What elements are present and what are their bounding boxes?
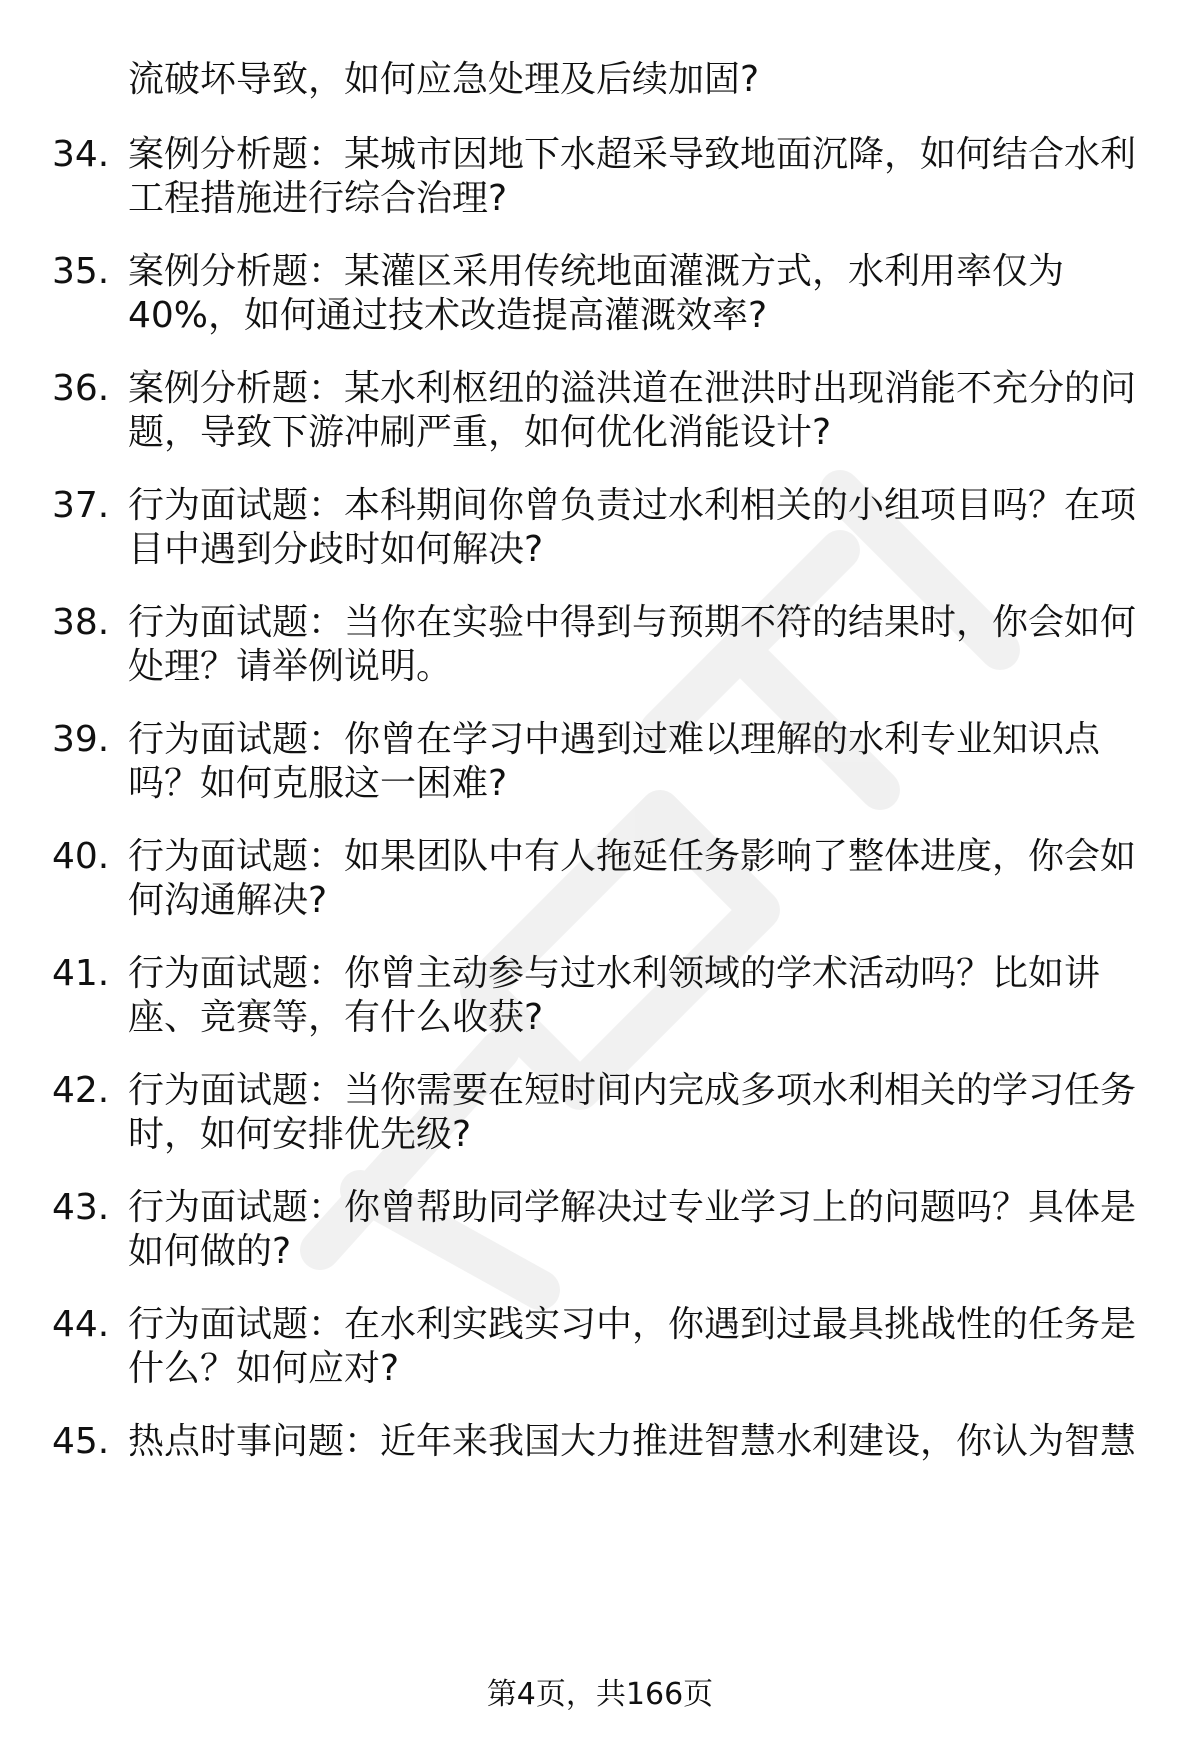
question-number: 40.	[52, 836, 110, 877]
question-text: 行为面试题：如果团队中有人拖延任务影响了整体进度，你会如	[128, 836, 1137, 877]
question-text: 行为面试题：你曾主动参与过水利领域的学术活动吗？比如讲	[128, 953, 1101, 994]
question-text: 行为面试题：当你需要在短时间内完成多项水利相关的学习任务	[128, 1070, 1137, 1111]
question-number: 42.	[52, 1070, 110, 1111]
question-text: 行为面试题：你曾在学习中遇到过难以理解的水利专业知识点	[128, 719, 1101, 760]
question-text: 行为面试题：在水利实践实习中，你遇到过最具挑战性的任务是	[128, 1304, 1137, 1345]
question-text: 目中遇到分歧时如何解决?	[128, 529, 544, 570]
question-text: 题，导致下游冲刷严重，如何优化消能设计?	[128, 412, 832, 453]
question-text: 行为面试题：你曾帮助同学解决过专业学习上的问题吗？具体是	[128, 1187, 1137, 1228]
question-number: 37.	[52, 485, 110, 526]
question-number: 35.	[52, 251, 110, 292]
question-text: 案例分析题：某水利枢纽的溢洪道在泄洪时出现消能不充分的问	[128, 368, 1137, 409]
question-number: 43.	[52, 1187, 110, 1228]
question-text: 行为面试题：本科期间你曾负责过水利相关的小组项目吗？在项	[128, 485, 1137, 526]
question-number: 39.	[52, 719, 110, 760]
continuation-text: 流破坏导致，如何应急处理及后续加固?	[128, 59, 760, 100]
question-text: 时，如何安排优先级?	[128, 1114, 472, 1155]
question-text: 40%，如何通过技术改造提高灌溉效率?	[128, 295, 768, 336]
question-text: 行为面试题：当你在实验中得到与预期不符的结果时，你会如何	[128, 602, 1137, 643]
question-text: 工程措施进行综合治理?	[128, 178, 508, 219]
question-text: 案例分析题：某城市因地下水超采导致地面沉降，如何结合水利	[128, 134, 1137, 175]
question-text: 何沟通解决?	[128, 880, 328, 921]
question-number: 34.	[52, 134, 110, 175]
question-text: 案例分析题：某灌区采用传统地面灌溉方式，水利用率仅为	[128, 251, 1065, 292]
page-footer: 第4页，共166页	[486, 1677, 714, 1712]
question-text: 热点时事问题：近年来我国大力推进智慧水利建设，你认为智慧	[128, 1421, 1137, 1462]
question-text: 什么？如何应对?	[128, 1348, 400, 1389]
question-number: 38.	[52, 602, 110, 643]
question-number: 45.	[52, 1421, 110, 1462]
question-text: 吗？如何克服这一困难?	[128, 763, 508, 804]
question-number: 36.	[52, 368, 110, 409]
question-text: 如何做的?	[128, 1231, 292, 1272]
question-number: 41.	[52, 953, 110, 994]
question-number: 44.	[52, 1304, 110, 1345]
question-text: 处理？请举例说明。	[128, 646, 453, 687]
question-text: 座、竞赛等，有什么收获?	[128, 997, 544, 1038]
